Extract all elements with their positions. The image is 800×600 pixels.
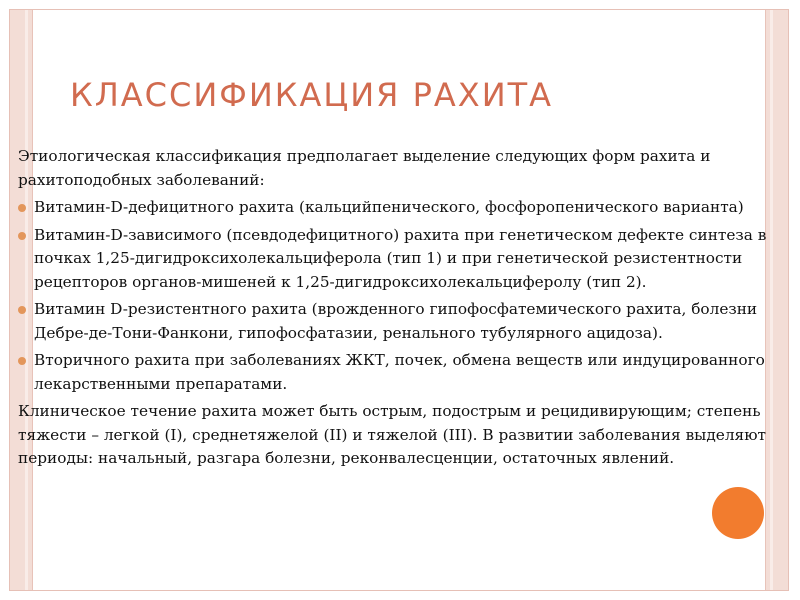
slide-title: КЛАССИФИКАЦИЯ РАХИТА <box>70 76 554 114</box>
list-item <box>18 196 770 220</box>
list-item-text: Витамин D-резистентного рахита (врожденного гипофосфатемического рахита, болезни Дебре-де-Тони-Фанкони, гипофосфатазии, ренального тубулярного ацидоза). <box>34 300 758 342</box>
bullet-icon <box>18 204 26 212</box>
intro-paragraph: Этиологическая классификация предполагает выделение следующих форм рахита и рахитоподобных заболеваний: <box>18 147 711 189</box>
bullet-list <box>18 196 770 396</box>
list-item-text: Вторичного рахита при заболеваниях ЖКТ, почек, обмена веществ или индуцированного лекарственными препаратами. <box>34 351 765 393</box>
bullet-icon <box>18 306 26 314</box>
closing-paragraph: Клиническое течение рахита может быть острым, подострым и рецидивирующим; степень тяжести – легкой (I), среднетяжелой (II) и тяжелой (III). В развитии заболевания выделяют периоды: начальный, разгара болезни, реконвалесценции, остаточных явлений. <box>18 402 766 467</box>
list-item <box>18 349 770 396</box>
list-item <box>18 298 770 345</box>
bullet-icon <box>18 232 26 240</box>
list-item-text: Витамин-D-дефицитного рахита (кальцийпенического, фосфоропенического варианта) <box>34 198 744 216</box>
bullet-icon <box>18 357 26 365</box>
list-item-text: Витамин-D-зависимого (псевдодефицитного) рахита при генетическом дефекте синтеза в почках 1,25-дигидроксихолекальциферола (тип 1) и при генетической резистентности рецепторов органов-мишеней к 1,25-дигидроксихолекальциферолу (тип 2). <box>34 225 767 291</box>
list-item <box>18 224 770 295</box>
decorative-circle <box>712 487 764 539</box>
slide-body <box>18 145 770 475</box>
